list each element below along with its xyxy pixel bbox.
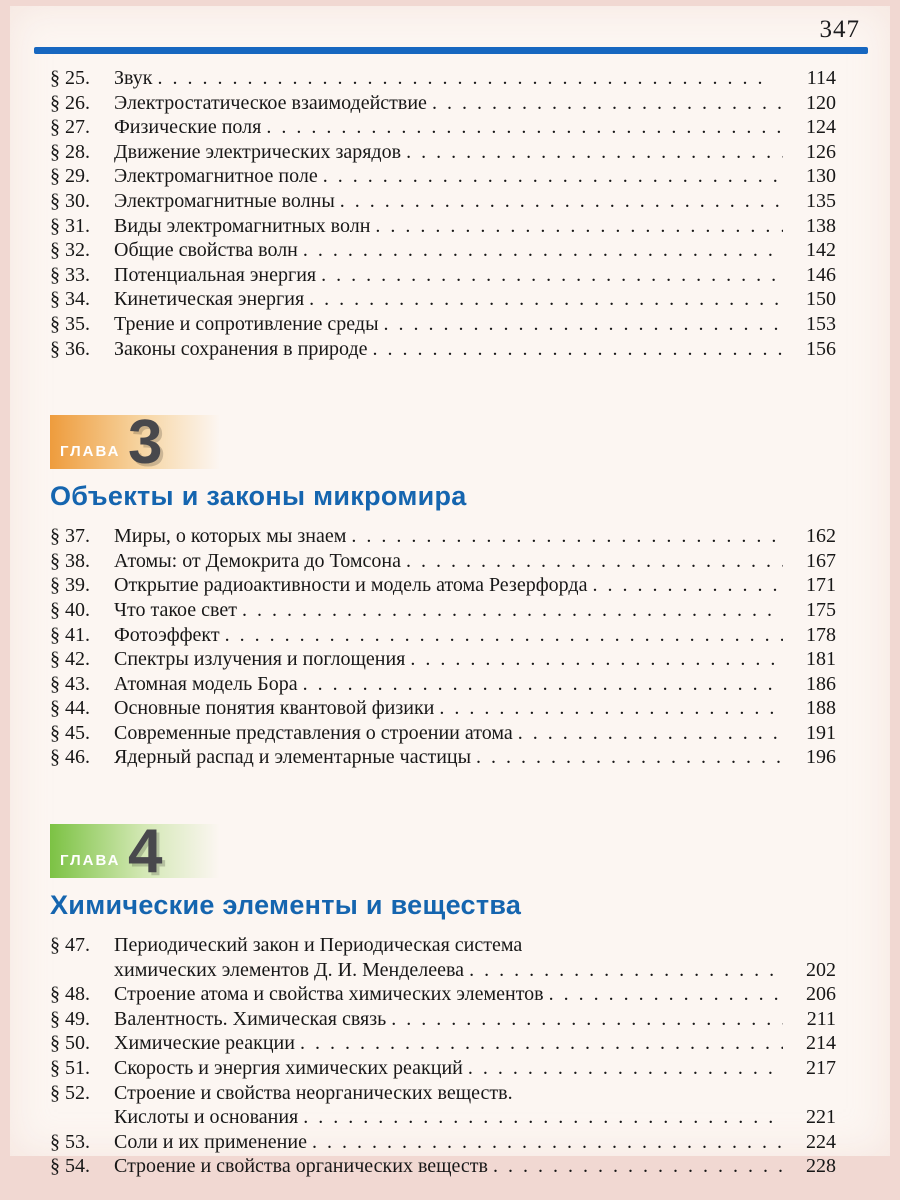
entry-page: 162 [806,525,836,548]
entry-title: Кинетическая энергия [114,288,305,311]
dot-leader [351,524,783,549]
entry-number: § 28. [50,140,90,163]
toc-entry [50,1130,836,1155]
entry-number: § 47. [50,934,90,957]
dot-leader [406,549,783,574]
entry-title: Валентность. Химическая связь [114,1007,387,1030]
dot-leader [518,721,783,746]
entry-number: § 37. [50,525,90,548]
dot-leader [266,115,783,140]
entry-title: Электростатическое взаимодействие [114,91,427,114]
chapter-number: 3 [128,408,163,478]
entry-page: 188 [806,697,836,720]
toc-entry [50,164,836,189]
entry-number: § 31. [50,214,90,237]
entry-title: Виды электромагнитных волн [114,214,371,237]
dot-leader [549,982,783,1007]
entry-title: Потенциальная энергия [114,263,317,286]
entry-title: Строение и свойства неорганических веществ. [114,1081,513,1104]
entry-title: Периодический закон и Периодическая система [114,934,523,957]
entry-title: Физические поля [114,116,262,139]
chapter-label: ГЛАВА [60,852,121,870]
dot-leader [592,573,783,598]
dot-leader [225,623,783,648]
dot-leader [309,287,783,312]
toc-entry [50,1105,836,1130]
entry-title: Строение атома и свойства химических элементов [114,983,544,1006]
entry-page: 186 [806,672,836,695]
dot-leader [391,1007,783,1032]
toc-entry [50,1154,836,1179]
toc-list [50,66,836,361]
entry-number: § 48. [50,983,90,1006]
dot-leader [300,1031,783,1056]
entry-title: химических элементов Д. И. Менделеева [114,958,465,981]
dot-leader [476,745,783,770]
toc-entry [50,696,836,721]
entry-title: Ядерный распад и элементарные частицы [114,746,472,769]
dot-leader [158,66,784,91]
entry-page: 181 [806,648,836,671]
page-number: 347 [819,16,860,43]
toc-content [10,66,890,1179]
dot-leader [375,214,783,239]
entry-page: 228 [806,1155,836,1178]
toc-entry [50,287,836,312]
chapter-badge [50,817,220,887]
entry-page: 114 [806,67,836,89]
entry-title: Химические реакции [114,1032,295,1055]
entry-number: § 44. [50,697,90,720]
entry-page: 171 [806,574,836,597]
entry-title: Кислоты и основания [114,1106,299,1129]
entry-number: § 25. [50,67,90,89]
dot-leader [469,958,783,983]
entry-title: Атомная модель Бора [114,672,298,695]
book-page [10,6,890,1178]
entry-number: § 38. [50,549,90,572]
dot-leader [312,1130,783,1155]
entry-number: § 51. [50,1057,90,1080]
entry-number: § 49. [50,1007,90,1030]
dot-leader [410,647,783,672]
toc-entry [50,1081,836,1106]
entry-page: 217 [806,1057,836,1080]
toc-entry [50,91,836,116]
entry-number: § 41. [50,623,90,646]
toc-entry [50,958,836,983]
dot-leader [323,164,783,189]
entry-page: 221 [806,1106,836,1129]
entry-title: Трение и сопротивление среды [114,312,379,335]
entry-number: § 42. [50,648,90,671]
entry-title: Электромагнитные волны [114,189,335,212]
toc-entry [50,598,836,623]
entry-number: § 46. [50,746,90,769]
entry-title: Звук [114,67,153,89]
toc-entry [50,312,836,337]
entry-number: § 33. [50,263,90,286]
dot-leader [439,696,783,721]
chapter-badge [50,408,220,478]
entry-title: Основные понятия квантовой физики [114,697,435,720]
chapter-number: 4 [128,817,163,887]
entry-page: 142 [806,239,836,262]
entry-title: Современные представления о строении атома [114,721,513,744]
entry-number: § 40. [50,598,90,621]
entry-page: 206 [806,983,836,1006]
dot-leader [406,140,783,165]
chapter-label: ГЛАВА [60,443,121,461]
entry-number: § 45. [50,721,90,744]
entry-page: 153 [806,312,836,335]
toc-entry [50,189,836,214]
entry-page: 178 [806,623,836,646]
dot-leader [303,672,783,697]
entry-title: Спектры излучения и поглощения [114,648,406,671]
entry-page: 135 [806,189,836,212]
entry-number: § 29. [50,165,90,188]
entry-page: 175 [806,598,836,621]
toc-entry [50,115,836,140]
entry-page: 138 [806,214,836,237]
entry-number: § 26. [50,91,90,114]
entry-number: § 36. [50,337,90,360]
dot-leader [340,189,783,214]
toc-entry [50,573,836,598]
toc-entry [50,1007,836,1032]
entry-title: Скорость и энергия химических реакций [114,1057,463,1080]
entry-page: 167 [806,549,836,572]
dot-leader [432,91,783,116]
dot-leader [303,1105,783,1130]
entry-page: 120 [806,91,836,114]
chapter-title: Химические элементы и вещества [50,890,522,921]
entry-number: § 54. [50,1155,90,1178]
dot-leader [468,1056,783,1081]
toc-entry [50,933,836,958]
dot-leader [493,1154,783,1179]
toc-entry [50,1031,836,1056]
chapter-heading [50,408,836,512]
entry-page: 146 [806,263,836,286]
dot-leader [321,263,783,288]
dot-leader [242,598,783,623]
toc-entry [50,238,836,263]
toc-entry [50,549,836,574]
entry-title: Соли и их применение [114,1130,307,1153]
dot-leader [303,238,783,263]
entry-number: § 32. [50,239,90,262]
toc-entry [50,524,836,549]
entry-title: Строение и свойства органических веществ [114,1155,488,1178]
toc-entry [50,672,836,697]
entry-number: § 53. [50,1130,90,1153]
entry-title: Фотоэффект [114,623,220,646]
dot-leader [384,312,783,337]
entry-page: 130 [806,165,836,188]
entry-page: 224 [806,1130,836,1153]
toc-entry [50,263,836,288]
toc-entry [50,1056,836,1081]
entry-page: 124 [806,116,836,139]
entry-page: 156 [806,337,836,360]
toc-list [50,524,836,770]
entry-number: § 27. [50,116,90,139]
toc-entry [50,66,836,91]
entry-title: Движение электрических зарядов [114,140,402,163]
entry-title: Что такое свет [114,598,237,621]
chapter-heading [50,817,836,921]
entry-title: Миры, о которых мы знаем [114,525,347,548]
toc-list [50,933,836,1179]
entry-title: Открытие радиоактивности и модель атома Резерфорда [114,574,588,597]
entry-title: Общие свойства волн [114,239,298,262]
entry-number: § 34. [50,288,90,311]
dot-leader [373,337,783,362]
entry-number: § 50. [50,1032,90,1055]
entry-title: Электромагнитное поле [114,165,318,188]
entry-page: 202 [806,958,836,981]
toc-entry [50,623,836,648]
entry-number: § 30. [50,189,90,212]
toc-entry [50,337,836,362]
page-header [10,6,890,44]
chapter-title: Объекты и законы микромира [50,481,467,512]
toc-entry [50,745,836,770]
entry-page: 150 [806,288,836,311]
entry-number: § 52. [50,1081,90,1104]
entry-page: 196 [806,746,836,769]
entry-number: § 39. [50,574,90,597]
entry-title: Атомы: от Демокрита до Томсона [114,549,401,572]
toc-entry [50,982,836,1007]
toc-entry [50,140,836,165]
entry-page: 211 [806,1007,836,1030]
entry-page: 191 [806,721,836,744]
header-rule [34,47,868,54]
toc-entry [50,647,836,672]
toc-entry [50,214,836,239]
entry-number: § 43. [50,672,90,695]
entry-page: 214 [806,1032,836,1055]
entry-page: 126 [806,140,836,163]
entry-title: Законы сохранения в природе [114,337,368,360]
toc-entry [50,721,836,746]
entry-number: § 35. [50,312,90,335]
